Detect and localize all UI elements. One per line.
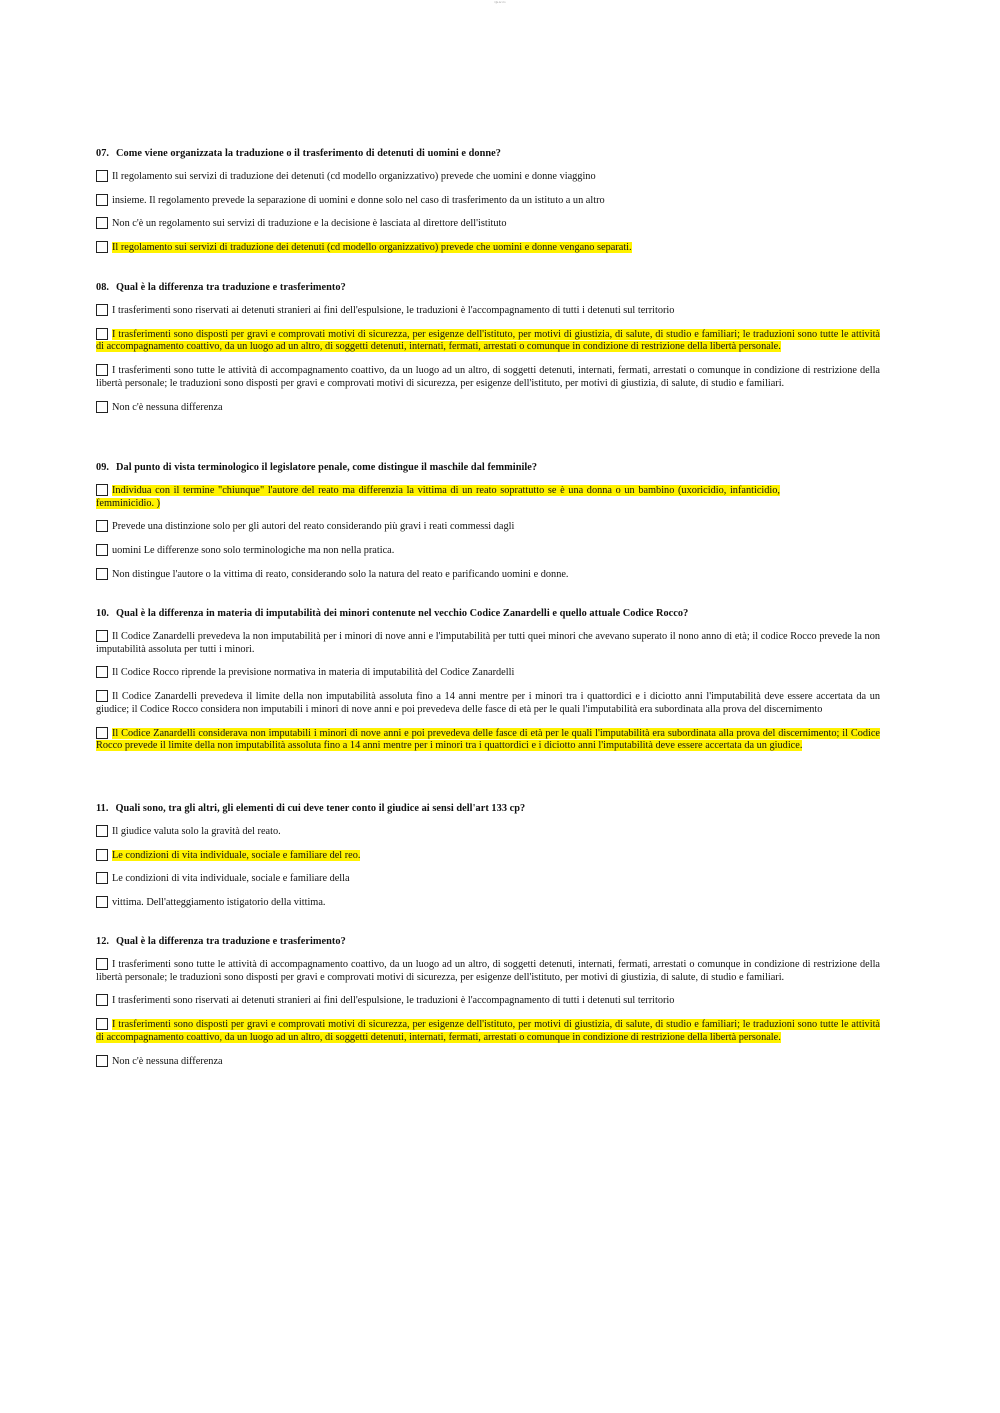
answer-checkbox[interactable]: [96, 241, 108, 253]
answer-checkbox[interactable]: [96, 401, 108, 413]
question-12: [96, 935, 880, 1078]
question-number: 11.: [96, 803, 109, 814]
answer-text: I trasferimenti sono riservati ai detenuti stranieri ai fini dell'espulsione, le traduzioni è l'accompagnamento di tutti i detenuti sul territorio: [112, 305, 675, 316]
answer-option-correct: [96, 1018, 880, 1044]
question-07: [96, 147, 880, 265]
answer-text: Le condizioni di vita individuale, sociale e familiare della: [112, 873, 350, 885]
answer-option: [96, 401, 880, 415]
answer-checkbox[interactable]: [96, 170, 108, 182]
question-text: Qual è la differenza tra traduzione e trasferimento?: [116, 936, 346, 947]
answer-checkbox[interactable]: [96, 666, 108, 678]
answer-option-correct: [96, 328, 880, 354]
answer-option: [96, 825, 880, 839]
answer-checkbox[interactable]: [96, 520, 108, 532]
answer-text: I trasferimenti sono riservati ai detenuti stranieri ai fini dell'espulsione, le traduzioni è l'accompagnamento di tutti i detenuti sul territorio: [112, 995, 675, 1007]
question-title: [96, 935, 880, 948]
answer-text: I trasferimenti sono tutte le attività di accompagnamento coattivo, da un luogo ad un altro, di soggetti detenuti, internati, fermati, arrestati o comunque in condizione di restrizione della libertà personale; le traduzioni sono disposti per gravi e comprovati motivi di sicurezza, per esigenze dell'istituto, per motivi di giustizia, di salute, di studio e familiari.: [96, 365, 880, 389]
question-number: 07.: [96, 148, 110, 159]
answer-text: I trasferimenti sono disposti per gravi e comprovati motivi di sicurezza, per esigenze dell'istituto, per motivi di giustizia, di salute, di studio e familiari; le traduzioni sono tutte le attività di accompagnamento coattivo, da un luogo ad un altro, di soggetti detenuti, internati, fermati, arrestati o comunque in condizione di restrizione della libertà personale.: [96, 328, 880, 353]
answer-option: [96, 544, 880, 558]
answer-checkbox[interactable]: [96, 217, 108, 229]
answer-option: [96, 1055, 880, 1069]
answer-option: [96, 364, 880, 390]
question-09: [96, 461, 880, 592]
answer-checkbox[interactable]: [96, 849, 108, 861]
answer-option: [96, 217, 880, 231]
answer-option: [96, 520, 880, 534]
answer-checkbox[interactable]: [96, 544, 108, 556]
answer-text: Il Codice Rocco riprende la previsione normativa in materia di imputabilità del Codice Zanardelli: [112, 667, 515, 679]
answer-text: Il giudice valuta solo la gravità del reato.: [112, 826, 281, 837]
answer-option-correct: [96, 849, 880, 863]
answer-option: [96, 194, 880, 208]
question-text: Come viene organizzata la traduzione o il trasferimento di detenuti di uomini e donne?: [116, 148, 501, 159]
question-text: Qual è la differenza in materia di imputabilità dei minori contenute nel vecchio Codice Zanardelli e quello attuale Codice Rocco?: [116, 608, 689, 619]
answer-text: Il regolamento sui servizi di traduzione dei detenuti (cd modello organizzativo) prevede che uomini e donne vengano separati.: [112, 242, 632, 254]
answer-checkbox[interactable]: [96, 690, 108, 702]
answer-text: vittima. Dell'atteggiamento istigatorio della vittima.: [112, 897, 326, 909]
answer-checkbox[interactable]: [96, 484, 108, 496]
answer-text: I trasferimenti sono disposti per gravi e comprovati motivi di sicurezza, per esigenze dell'istituto, per motivi di giustizia, di salute, di studio e familiari; le traduzioni sono tutte le attività di accompagnamento coattivo, da un luogo ad un altro, di soggetti detenuti, internati, fermati, arrestati o comunque in condizione di restrizione della libertà personale.: [96, 1019, 880, 1043]
answer-option: [96, 690, 880, 716]
answer-text: uomini Le differenze sono solo terminologiche ma non nella pratica.: [112, 545, 395, 557]
answer-checkbox[interactable]: [96, 194, 108, 206]
answer-option: [96, 568, 880, 582]
answer-option: [96, 994, 880, 1008]
question-number: 12.: [96, 936, 110, 947]
answer-checkbox[interactable]: [96, 872, 108, 884]
question-title: [96, 607, 880, 620]
answer-checkbox[interactable]: [96, 896, 108, 908]
answer-checkbox[interactable]: [96, 568, 108, 580]
question-text: Quali sono, tra gli altri, gli elementi di cui deve tener conto il giudice ai sensi dell'art 133 cp?: [115, 803, 526, 814]
answer-text: Individua con il termine "chiunque" l'autore del reato ma differenzia la vittima di un reato soprattutto se è una donna o un bambino (uxoricidio, infanticidio, femminicidio. ): [96, 485, 780, 509]
answer-option: [96, 896, 880, 910]
answer-option: [96, 872, 880, 886]
question-number: 09.: [96, 462, 110, 473]
question-10: [96, 607, 880, 763]
answer-checkbox[interactable]: [96, 364, 108, 376]
answer-text: insieme. Il regolamento prevede la separazione di uomini e donne solo nel caso di trasferimento da un istituto a un altro: [112, 194, 605, 206]
answer-text: Prevede una distinzione solo per gli autori del reato considerando più gravi i reati commessi dagli: [112, 521, 515, 533]
page-header: Qu.nc rts: [494, 0, 506, 4]
answer-checkbox[interactable]: [96, 630, 108, 642]
question-text: Qual è la differenza tra traduzione e trasferimento?: [116, 282, 346, 293]
question-08: [96, 281, 880, 424]
answer-checkbox[interactable]: [96, 304, 108, 316]
answer-option-correct: [96, 484, 880, 510]
question-title: [96, 461, 880, 474]
answer-option: [96, 170, 880, 184]
answer-checkbox[interactable]: [96, 994, 108, 1006]
answer-option: [96, 666, 880, 680]
question-text: Dal punto di vista terminologico il legislatore penale, come distingue il maschile dal femminile?: [116, 462, 538, 473]
answer-checkbox[interactable]: [96, 1018, 108, 1030]
answer-checkbox[interactable]: [96, 958, 108, 970]
answer-text: Non distingue l'autore o la vittima di reato, considerando solo la natura del reato e parificando uomini e donne.: [112, 568, 569, 580]
answer-option-correct: [96, 241, 880, 255]
question-title: [96, 147, 880, 160]
answer-option: [96, 304, 880, 318]
answer-text: I trasferimenti sono tutte le attività di accompagnamento coattivo, da un luogo ad un altro, di soggetti detenuti, internati, fermati, arrestati o comunque in condizione di restrizione della libertà personale; le traduzioni sono disposti per gravi e comprovati motivi di sicurezza, per esigenze dell'istituto, per motivi di giustizia, di salute, di studio e familiari.: [96, 959, 880, 983]
question-number: 08.: [96, 282, 110, 293]
answer-option: [96, 958, 880, 984]
answer-text: Non c'è nessuna differenza: [112, 401, 223, 413]
question-title: [96, 802, 880, 815]
answer-text: Il Codice Zanardelli considerava non imputabili i minori di nove anni e poi prevedeva delle fasce di età per le quali l'imputabilità era subordinata alla prova del discernimento; il Codice Rocco prevede il limite della non imputabilità assoluta fino a 14 anni mentre per i minori tra i quattordici e i diciotto anni l'imputabilità deve essere accertata da un giudice.: [96, 727, 880, 752]
answer-text: Il Codice Zanardelli prevedeva il limite della non imputabilità assoluta fino a 14 anni mentre per i minori tra i quattordici e i diciotto anni l'imputabilità deve essere accertata da un giudice; il Codice Rocco considera non imputabili i minori di nove anni e poi prevedeva delle fasce di età per le quali l'imputabilità era subordinata alla prova del discernimento: [96, 691, 880, 715]
answer-text: Il Codice Zanardelli prevedeva la non imputabilità per i minori di nove anni e l'imputabilità per tutti quei minori che avevano superato il nono anno di età; il codice Rocco prevede la non imputabilità assoluta per tutti i minori.: [96, 631, 880, 655]
answer-checkbox[interactable]: [96, 825, 108, 837]
answer-checkbox[interactable]: [96, 1055, 108, 1067]
answer-option-correct: [96, 727, 880, 753]
answer-text: Il regolamento sui servizi di traduzione dei detenuti (cd modello organizzativo) prevede che uomini e donne viaggino: [112, 171, 596, 182]
question-number: 10.: [96, 608, 110, 619]
question-11: [96, 802, 880, 920]
answer-text: Non c'è un regolamento sui servizi di traduzione e la decisione è lasciata al direttore dell'istituto: [112, 218, 507, 230]
answer-text: Le condizioni di vita individuale, sociale e familiare del reo.: [112, 849, 361, 861]
answer-text: Non c'è nessuna differenza: [112, 1055, 223, 1067]
answer-checkbox[interactable]: [96, 328, 108, 340]
answer-checkbox[interactable]: [96, 727, 108, 739]
question-title: [96, 281, 880, 294]
answer-option: [96, 630, 880, 656]
